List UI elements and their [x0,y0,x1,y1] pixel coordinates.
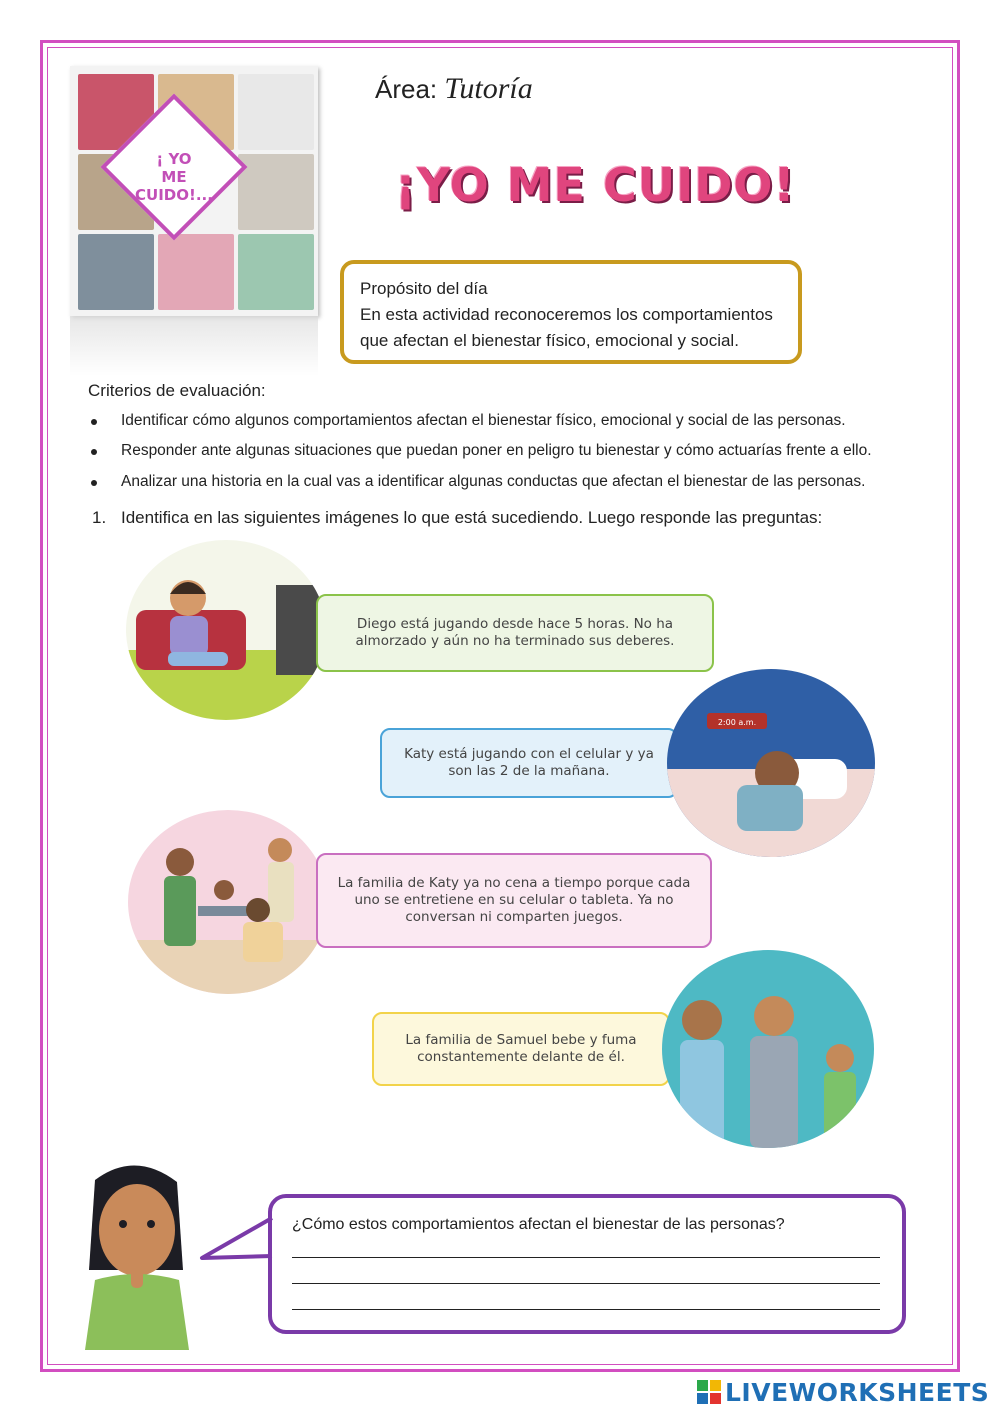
collage-photo [238,154,314,230]
clock-display: 2:00 a.m. [717,718,757,727]
collage-badge-line: ME CUIDO!... [135,168,213,204]
scene-katy-caption: Katy está jugando con el celular y ya son las 2 de la mañana. [380,728,678,798]
collage-photo [238,74,314,150]
scene-family-devices-image [128,810,328,994]
reflection-speech-bubble [268,1194,906,1334]
collage-reflection [70,316,318,376]
collage-photo [238,234,314,310]
collage-photo [158,234,234,310]
collage-badge-text [122,150,226,204]
scene-family-devices-caption: La familia de Katy ya no cena a tiempo porque cada uno se entretiene en su celular o tableta. Ya no conversan ni comparten juegos. [316,853,712,948]
purpose-text: que afectan el bienestar físico, emocional y social. [360,331,739,350]
logo-text: LIVEWORKSHEETS [725,1377,990,1407]
criteria-item-text: Responder ante algunas situaciones que puedan poner en peligro tu bienestar y cómo actuarías frente a ello. [121,442,872,459]
collage-photo [78,234,154,310]
answer-line[interactable] [292,1257,880,1258]
purpose-text: En esta actividad reconoceremos los comportamientos [360,305,773,324]
criteria-item-text: Analizar una historia en la cual vas a identificar algunas conductas que afectan el bienestar de las personas. [121,473,866,490]
liveworksheets-logo [697,1377,989,1407]
scene-samuel-caption: La familia de Samuel bebe y fuma constantemente delante de él. [372,1012,670,1086]
page-title: ¡YO ME CUIDO! [395,158,796,212]
scene-katy-image [667,669,875,857]
area-value: Tutoría [444,72,533,105]
collage-badge-line: ¡ YO [156,150,192,168]
thinking-girl-illustration [65,1160,207,1350]
bullet-icon [91,419,97,425]
answer-line[interactable] [292,1309,880,1310]
answer-line[interactable] [292,1283,880,1284]
bullet-icon [91,480,97,486]
bullet-icon [91,449,97,455]
speech-bubble-tail [198,1212,278,1272]
scene-diego-image [126,540,326,720]
scene-samuel-image [662,950,874,1148]
criteria-title: Criterios de evaluación: [88,381,266,400]
logo-mark-icon [697,1380,721,1404]
question-number: 1. [92,508,107,527]
area-label: Área: [375,74,438,104]
reflection-question: ¿Cómo estos comportamientos afectan el bienestar de las personas? [292,1216,785,1233]
scene-diego-caption: Diego está jugando desde hace 5 horas. No ha almorzado y aún no ha terminado sus deberes. [316,594,714,672]
question-text: Identifica en las siguientes imágenes lo que está sucediendo. Luego responde las preguntas: [121,508,823,527]
criteria-item-text: Identificar cómo algunos comportamientos afectan el bienestar físico, emocional y social de las personas. [121,412,846,429]
purpose-box [340,260,802,364]
purpose-heading: Propósito del día [360,279,488,298]
subject-area [375,72,533,106]
